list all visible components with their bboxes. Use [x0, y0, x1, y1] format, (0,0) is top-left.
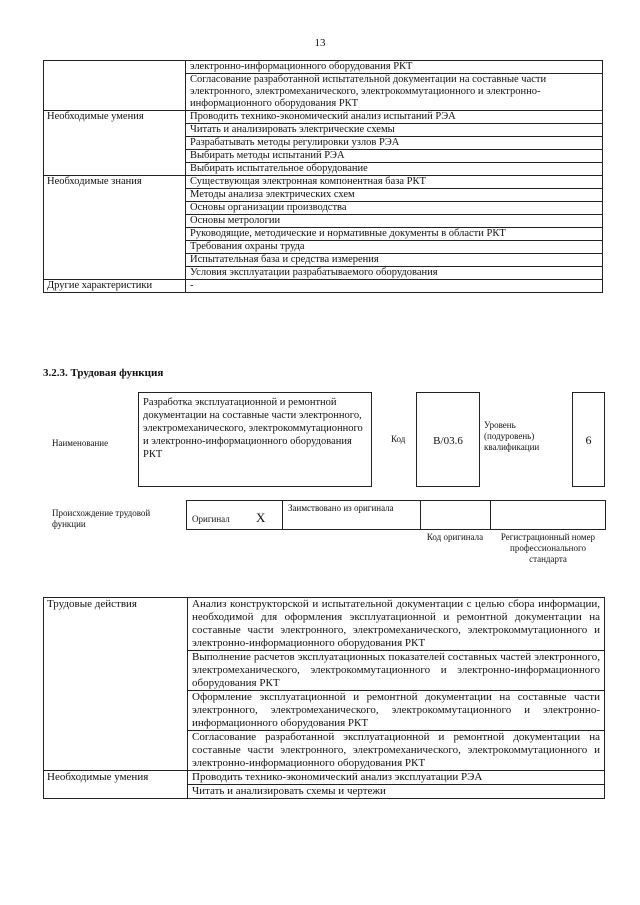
- row-item: Существующая электронная компонентная база РКТ: [186, 176, 603, 189]
- row-item: Методы анализа электрических схем: [186, 189, 603, 202]
- row-item: Выполнение расчетов эксплуатационных показателей составных частей электронного, электромеханического, электрокоммутационного и электронно-информационного оборудования РКТ: [188, 651, 605, 691]
- original-label: Оригинал: [192, 514, 230, 524]
- table-row: [44, 61, 603, 74]
- row-item: Оформление эксплуатационной и ремонтной документации на составные части электронного, электромеханического, электрокоммутационного и электронно-информационного оборудования РКТ: [188, 691, 605, 731]
- page-number: 13: [314, 37, 326, 49]
- row-item: электронно-информационного оборудования РКТ: [186, 61, 603, 74]
- table-row: [44, 280, 603, 293]
- origin-divider-2: [420, 500, 421, 530]
- row-item: Условия эксплуатации разрабатываемого оборудования: [186, 267, 603, 280]
- section-title: 3.2.3. Трудовая функция: [43, 367, 164, 379]
- original-mark: X: [256, 510, 266, 525]
- borrowed-label: Заимствовано из оригинала: [288, 503, 394, 513]
- top-table: [43, 60, 603, 293]
- row-label: Необходимые умения: [44, 771, 188, 799]
- name-label: Наименование: [52, 438, 109, 448]
- row-label: Другие характеристики: [44, 280, 186, 293]
- origin-label: Происхождение трудовой функции: [52, 508, 151, 529]
- row-item: Проводить технико-экономический анализ испытаний РЭА: [186, 111, 603, 124]
- table-row: [44, 598, 605, 651]
- level-box: [572, 392, 605, 487]
- code-box: [416, 392, 480, 487]
- row-item: -: [186, 280, 603, 293]
- reg-number-caption: Регистрационный номер профессионального стандарта: [500, 532, 596, 564]
- row-item: Требования охраны труда: [186, 241, 603, 254]
- row-item: Выбирать методы испытаний РЭА: [186, 150, 603, 163]
- code-original-caption: Код оригинала: [426, 532, 484, 542]
- row-label: Трудовые действия: [44, 598, 188, 771]
- row-item: Проводить технико-экономический анализ эксплуатации РЭА: [188, 771, 605, 785]
- level-value: 6: [585, 433, 592, 447]
- row-item: Испытательная база и средства измерения: [186, 254, 603, 267]
- bottom-table: [43, 597, 605, 799]
- row-item: Разрабатывать методы регулировки узлов РЭА: [186, 137, 603, 150]
- row-item: Анализ конструкторской и испытательной документации с целью сбора информации, необходимой для оформления эксплуатационной и ремонтной документации на составные части электронного, электромеханического, электрокоммутационного и электронно-информационного оборудования РКТ: [188, 598, 605, 651]
- code-label: Код: [391, 434, 406, 444]
- origin-divider-1: [282, 500, 283, 530]
- table-row: [44, 771, 605, 785]
- row-label: Необходимые умения: [44, 111, 186, 176]
- function-name-value: Разработка эксплуатационной и ремонтной документации на составные части электронного, электромеханического, электрокоммутационного и электронно-информационного оборудования РКТ: [143, 397, 363, 460]
- function-name-box: [138, 392, 372, 487]
- row-item: Выбирать испытательное оборудование: [186, 163, 603, 176]
- row-label: Необходимые знания: [44, 176, 186, 280]
- row-item: Основы метрологии: [186, 215, 603, 228]
- row-item: Основы организации производства: [186, 202, 603, 215]
- table-row: [44, 111, 603, 124]
- row-item: Читать и анализировать электрические схемы: [186, 124, 603, 137]
- row-item: Руководящие, методические и нормативные документы в области РКТ: [186, 228, 603, 241]
- row-item: Читать и анализировать схемы и чертежи: [188, 785, 605, 799]
- table-row: [44, 176, 603, 189]
- row-item: Согласование разработанной испытательной документации на составные части электронного, электромеханического, электрокоммутационного и электронно-информационного оборудования РКТ: [186, 74, 603, 111]
- row-item: Согласование разработанной эксплуатационной и ремонтной документации на составные части электронного, электромеханического, электрокоммутационного и электронно-информационного оборудования РКТ: [188, 731, 605, 771]
- code-value: B/03.6: [433, 435, 463, 447]
- origin-divider-3: [490, 500, 491, 530]
- row-label: [44, 61, 186, 111]
- level-label: Уровень (подуровень) квалификации: [484, 420, 540, 452]
